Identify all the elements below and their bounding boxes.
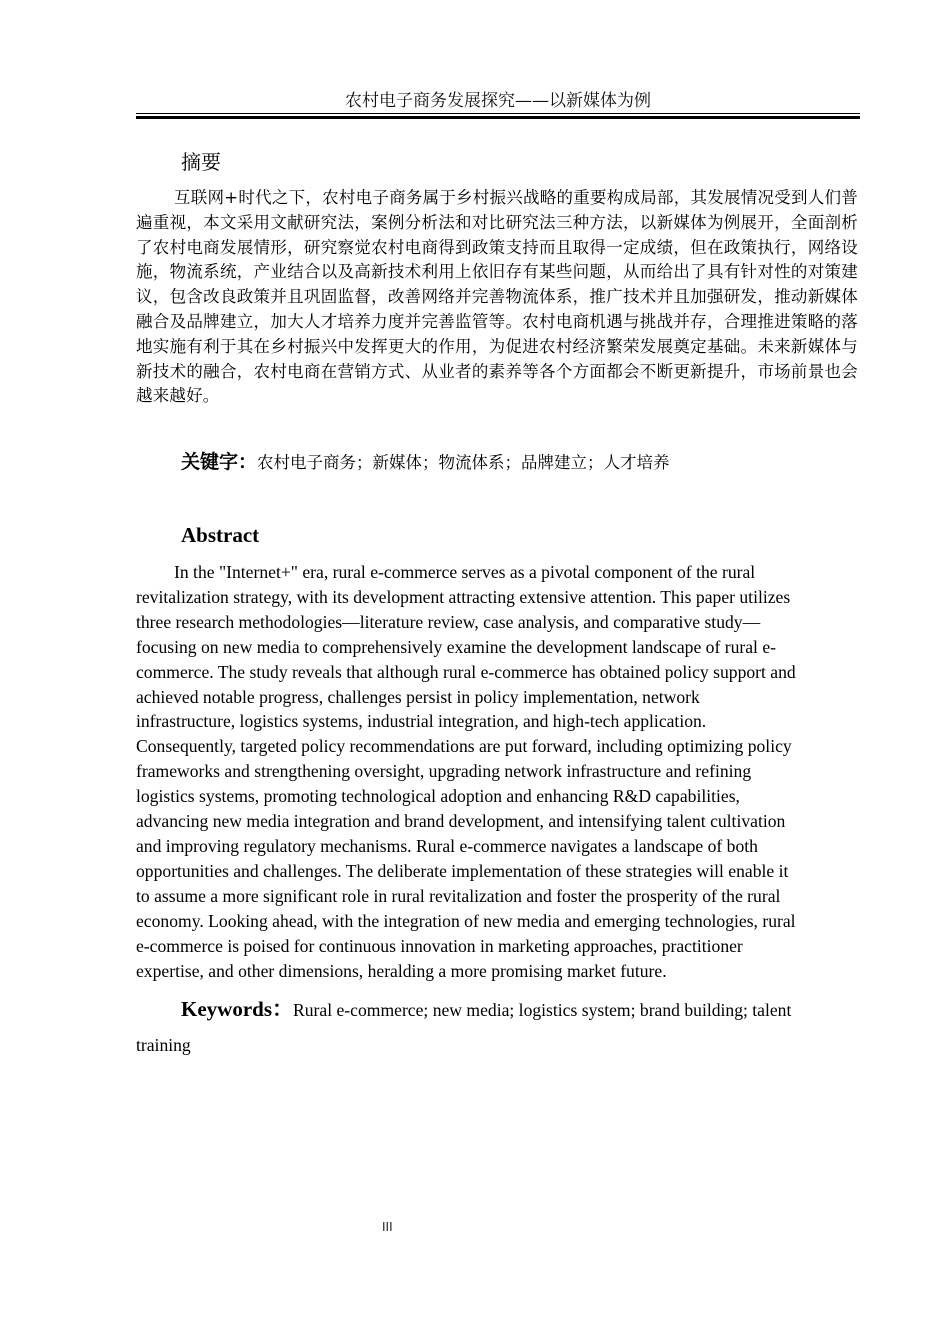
chinese-abstract-heading: 摘要 bbox=[181, 150, 221, 174]
header-rule-thin bbox=[136, 113, 860, 114]
abstract-line: In the "Internet+" era, rural e-commerce serves as a pivotal component of the rural bbox=[174, 562, 756, 582]
abstract-line: infrastructure, logistics systems, industrial integration, and high-tech application. bbox=[136, 711, 707, 732]
chinese-keywords-label: 关键字： bbox=[181, 451, 258, 473]
english-keywords bbox=[136, 994, 858, 1059]
english-keywords-continuation: training bbox=[136, 1035, 191, 1055]
abstract-line: advancing new media integration and brand development, and intensifying talent cultivation bbox=[136, 811, 786, 832]
running-header-title: 农村电子商务发展探究——以新媒体为例 bbox=[345, 91, 651, 111]
abstract-line: commerce. The study reveals that although rural e-commerce has obtained policy support and bbox=[136, 661, 796, 682]
english-keywords-label: Keywords： bbox=[181, 997, 293, 1021]
abstract-line: focusing on new media to comprehensively examine the development landscape of rural e- bbox=[136, 636, 776, 657]
abstract-line: and improving regulatory mechanisms. Rural e-commerce navigates a landscape of both bbox=[136, 835, 758, 856]
header-rule-thick bbox=[136, 116, 860, 119]
abstract-line: to assume a more significant role in rural revitalization and foster the prosperity of the rural bbox=[136, 885, 781, 906]
abstract-line: opportunities and challenges. The deliberate implementation of these strategies will enable it bbox=[136, 860, 789, 881]
page-number: III bbox=[382, 1220, 393, 1234]
abstract-line: three research methodologies—literature review, case analysis, and comparative study— bbox=[136, 611, 761, 632]
abstract-line: frameworks and strengthening oversight, upgrading network infrastructure and refining bbox=[136, 761, 752, 782]
chinese-keywords-values: 农村电子商务；新媒体；物流体系；品牌建立；人才培养 bbox=[257, 453, 670, 472]
abstract-line: achieved notable progress, challenges persist in policy implementation, network bbox=[136, 686, 700, 707]
abstract-line: expertise, and other dimensions, heralding a more promising market future. bbox=[136, 960, 667, 981]
english-keywords-row bbox=[136, 994, 858, 1025]
english-abstract-body bbox=[136, 560, 858, 983]
abstract-line: e-commerce is poised for continuous innovation in marketing approaches, practitioner bbox=[136, 935, 743, 956]
abstract-line: revitalization strategy, with its development attracting extensive attention. This paper utilizes bbox=[136, 586, 791, 607]
abstract-line: Consequently, targeted policy recommendations are put forward, including optimizing policy bbox=[136, 736, 792, 757]
chinese-keywords bbox=[181, 449, 670, 476]
english-abstract-heading: Abstract bbox=[181, 523, 260, 547]
abstract-line: logistics systems, promoting technological adoption and enhancing R&D capabilities, bbox=[136, 786, 740, 807]
chinese-abstract-body: 互联网+时代之下，农村电子商务属于乡村振兴战略的重要构成局部，其发展情况受到人们普遍重视，本文采用文献研究法，案例分析法和对比研究法三种方法，以新媒体为例展开，全面剖析了农村电商发展情形，研究察觉农村电商得到政策支持而且取得一定成绩，但在政策执行，网络设施，物流系统，产业结合以及高新技术利用上依旧存有某些问题，从而给出了具有针对性的对策建议，包含改良政策并且巩固监督，改善网络并完善物流体系，推广技术并且加强研发，推动新媒体融合及品牌建立，加大人才培养力度并完善监管等。农村电商机遇与挑战并存，合理推进策略的落地实施有利于其在乡村振兴中发挥更大的作用，为促进农村经济繁荣发展奠定基础。未来新媒体与新技术的融合，农村电商在营销方式、从业者的素养等各个方面都会不断更新提升，市场前景也会越来越好。 bbox=[136, 188, 858, 406]
abstract-line: economy. Looking ahead, with the integration of new media and emerging technologies, rural bbox=[136, 910, 796, 931]
english-keywords-values: Rural e-commerce; new media; logistics system; brand building; talent bbox=[293, 1000, 792, 1020]
